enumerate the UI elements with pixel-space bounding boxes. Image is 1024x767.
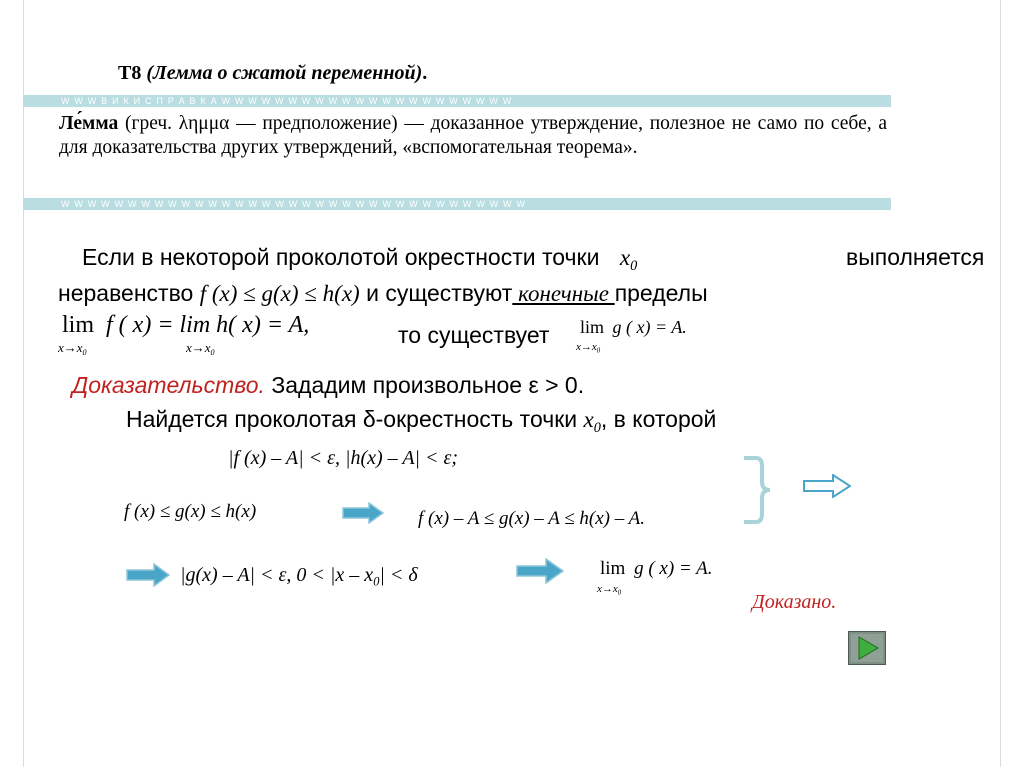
proof-x0-sub: 0 [593,419,601,436]
g-ineq-sub: 0 [373,574,380,589]
lim-word-3: lim [580,317,605,337]
g-inequality [180,564,418,589]
then-exists: то существует [398,322,550,348]
lim-sub-1-sub: 0 [82,347,87,357]
proof-label: Доказательство. [72,372,265,398]
finite-underlined: конечные [512,281,615,306]
lemma-title [118,62,427,85]
g-ineq-end: | < δ [379,564,418,586]
band-top-text: W W W В И К И С П Р А В К А W W W W W W W W W W W W W W W W W W W W W W [61,96,513,106]
proof-line2-end: , в которой [600,406,717,432]
lim-sub-final-text: x→x [597,583,618,595]
band-top [23,95,891,107]
abs-inequalities: |f (x) – A| < ε, |h(x) – A| < ε; [228,447,459,469]
statement-line-2 [58,280,708,307]
lim-sub-2-text: x→x [186,340,211,355]
limit-fh [62,312,309,339]
lim-sub-1-text: x→x [58,340,83,355]
proof-x0: x [583,407,594,432]
band-bottom-text: W W W W W W W W W W W W W W W W W W W W W W W W W W W W W W W W W W W [61,199,527,209]
statement-line1-end: выполняется [846,244,985,270]
statement-line1-text: Если в некоторой проколотой окрестности точки [82,244,600,270]
lim-sub-3-sub: 0 [596,347,601,355]
proof-text: Зададим произвольное ε > 0. [264,372,585,398]
proved-label: Доказано. [752,591,837,613]
statement-line2-b: и существуют [366,280,513,306]
inequality-fgh: f (x) ≤ g(x) ≤ h(x) [199,281,360,306]
definition-term: Ле́мма [59,113,119,134]
lim-subscript-3 [576,341,600,354]
limit-fh-expr: f ( x) = lim h( x) = A, [106,312,310,338]
point-x0-sub: 0 [630,257,638,274]
lim-subscript-1 [58,340,87,357]
arrow-right-icon [803,474,851,498]
limit-final-expr: g ( x) = A. [634,558,713,579]
limit-final [600,558,713,580]
brace-icon [740,454,780,526]
title-end: . [422,62,428,84]
next-slide-icon[interactable] [848,631,886,665]
statement-line2-a: неравенство [58,280,194,306]
lim-sub-3-text: x→x [576,341,597,353]
limit-g-expr: g ( x) = A. [612,317,687,337]
limit-g [580,317,687,338]
arrow-right-icon [126,563,170,587]
statement-line-1 [82,244,637,275]
g-ineq-text: |g(x) – A| < ε, 0 < |x – x [180,564,374,586]
proof-line-2 [126,406,716,437]
lim-word-1: lim [62,312,95,338]
lim-subscript-final [597,583,621,596]
arrow-right-icon [516,558,564,584]
lim-sub-2-sub: 0 [210,347,215,357]
lemma-definition [59,112,887,160]
proof-line2-text: Найдется проколотая δ-окрестность точки [126,406,578,432]
proof-line-1 [72,372,584,399]
ineq-fgh: f (x) ≤ g(x) ≤ h(x) [124,501,257,522]
next-slide-button[interactable] [848,631,886,665]
title-italic: (Лемма о сжатой переменной) [146,62,423,84]
lim-word-final: lim [600,558,626,579]
band-bottom [23,198,891,210]
arrow-right-icon [342,502,384,524]
statement-line2-c: пределы [614,280,708,306]
point-x0: x [619,245,631,270]
lim-subscript-2 [186,340,215,357]
title-label: T8 [118,62,142,84]
definition-text: (греч. λημμα — предположение) — доказанное утверждение, полезное не само по себе, а для доказательства других утверждений, «вспомогательная теорема». [59,113,887,158]
lim-sub-final-sub: 0 [617,589,622,597]
shifted-inequality: f (x) – A ≤ g(x) – A ≤ h(x) – A. [418,508,645,529]
